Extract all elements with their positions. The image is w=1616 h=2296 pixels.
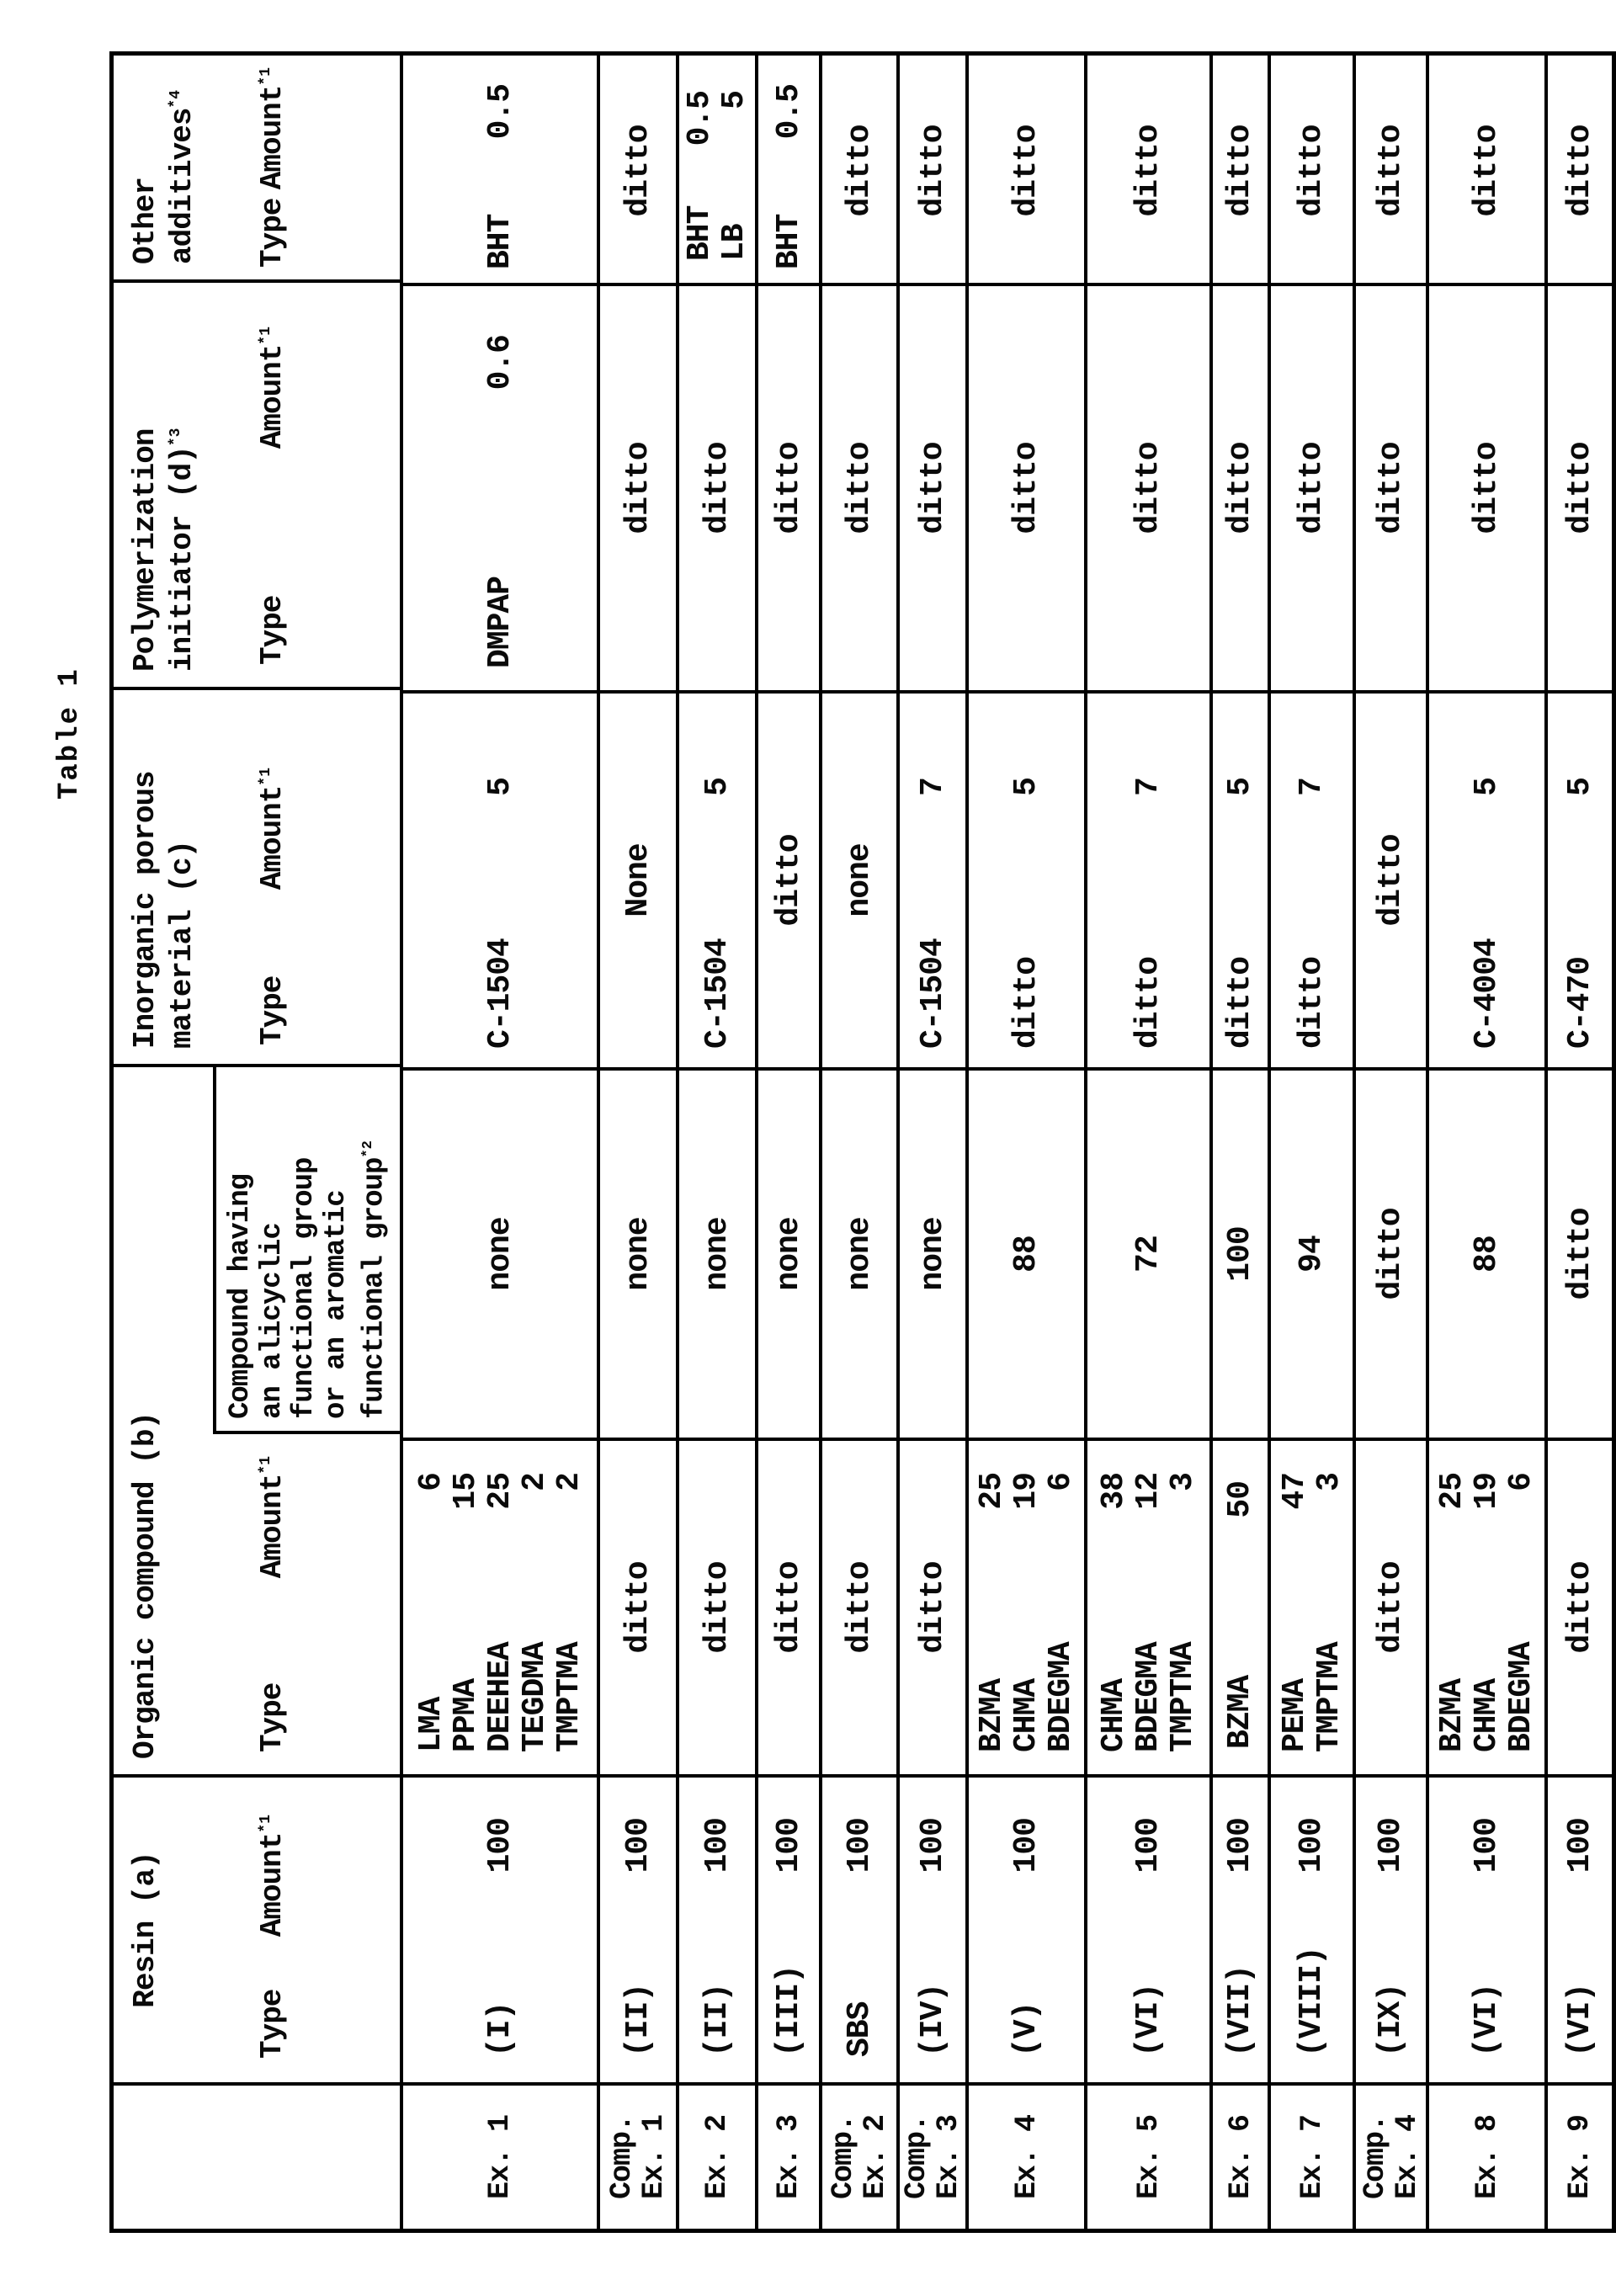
cell-organic: ditto xyxy=(900,1441,965,1778)
cell-other: ditto xyxy=(1271,59,1353,286)
cell-other: ditto xyxy=(1356,59,1426,286)
table-row xyxy=(1426,56,1544,2229)
cell-organic: ditto xyxy=(1548,1441,1612,1778)
cell-compound: 94 xyxy=(1271,1071,1353,1441)
cell-compound: none xyxy=(679,1071,755,1441)
row-label: Ex. 8 xyxy=(1470,2114,1504,2200)
cell-resin: (II) 100 xyxy=(679,1778,755,2086)
inorganic-label: Inorganic porous material (c) xyxy=(128,771,199,1049)
cell-initiator: ditto xyxy=(969,286,1084,694)
cell-other: BHT 0.5 xyxy=(758,59,819,286)
cell-resin: (I) 100 xyxy=(403,1778,597,2086)
cell-organic: BZMA CHMA BDEGMA 25 19 6 xyxy=(1429,1441,1544,1778)
cell-other: BHT LB 0.5 5 xyxy=(679,59,755,286)
type-label: Type xyxy=(255,1989,290,2059)
amount-label: Amount$^{*1}$ xyxy=(255,768,290,890)
cell-other: ditto xyxy=(1213,59,1268,286)
cell-initiator: ditto xyxy=(822,286,896,694)
cell-inorganic: ditto 5 xyxy=(1213,694,1268,1071)
cell-organic: ditto xyxy=(600,1441,676,1778)
cell-compound: ditto xyxy=(1548,1071,1612,1441)
amount-label: Amount$^{*1}$ xyxy=(255,327,290,449)
organic-label: Organic compound (b) xyxy=(128,1411,162,1759)
header-other xyxy=(114,56,400,283)
cell-other: ditto xyxy=(1548,59,1612,286)
other-label: Other additives$^{*4}$ xyxy=(128,89,199,264)
row-label: Ex. 2 xyxy=(700,2114,734,2200)
cell-other: ditto xyxy=(969,59,1084,286)
row-label: Ex. 5 xyxy=(1131,2114,1166,2200)
header-initiator xyxy=(114,283,400,690)
row-label: Ex. 4 xyxy=(1009,2114,1044,2200)
cell-inorganic: None xyxy=(600,694,676,1071)
cell-inorganic: none xyxy=(822,694,896,1071)
initiator-subheader xyxy=(255,327,290,665)
cell-inorganic: ditto 7 xyxy=(1087,694,1209,1071)
cell-compound: 100 xyxy=(1213,1071,1268,1441)
resin-subheader xyxy=(255,1815,290,2059)
row-label: Ex. 7 xyxy=(1294,2114,1329,2200)
table-row xyxy=(965,56,1084,2229)
cell-other: BHT 0.5 xyxy=(403,59,597,286)
table-row xyxy=(1353,56,1426,2229)
cell-resin: (IX) 100 xyxy=(1356,1778,1426,2086)
table-row xyxy=(1209,56,1268,2229)
cell-initiator: ditto xyxy=(1356,286,1426,694)
table-row xyxy=(676,56,755,2229)
cell-organic: ditto xyxy=(758,1441,819,1778)
cell-resin: (II) 100 xyxy=(600,1778,676,2086)
cell-compound: none xyxy=(403,1071,597,1441)
cell-other: ditto xyxy=(1429,59,1544,286)
cell-initiator: ditto xyxy=(1213,286,1268,694)
cell-initiator: ditto xyxy=(758,286,819,694)
cell-inorganic: ditto 7 xyxy=(1271,694,1353,1071)
type-label: Type xyxy=(255,198,290,268)
amount-label: Amount$^{*1}$ xyxy=(255,1815,290,1937)
cell-other: ditto xyxy=(900,59,965,286)
cell-inorganic: ditto 5 xyxy=(969,694,1084,1071)
cell-initiator: ditto xyxy=(1271,286,1353,694)
amount-label: Amount$^{*1}$ xyxy=(255,67,290,190)
cell-initiator: ditto xyxy=(1429,286,1544,694)
cell-compound: none xyxy=(900,1071,965,1441)
cell-organic: ditto xyxy=(1356,1441,1426,1778)
cell-resin: (IV) 100 xyxy=(900,1778,965,2086)
row-label: Ex. 3 xyxy=(772,2114,805,2200)
row-label: Comp. Ex. 1 xyxy=(605,2114,671,2200)
type-label: Type xyxy=(255,595,290,665)
cell-compound: 88 xyxy=(969,1071,1084,1441)
cell-inorganic: ditto xyxy=(758,694,819,1071)
header-corner-cell xyxy=(114,2086,400,2229)
cell-organic: ditto xyxy=(679,1441,755,1778)
cell-other: ditto xyxy=(1087,59,1209,286)
cell-compound: none xyxy=(822,1071,896,1441)
initiator-label: Polymerization initiator $(d)^{*3}$ xyxy=(128,428,199,672)
cell-compound: 72 xyxy=(1087,1071,1209,1441)
cell-other: ditto xyxy=(822,59,896,286)
resin-label: Resin (a) xyxy=(128,1852,162,2008)
type-label: Type xyxy=(255,1682,290,1752)
header-row xyxy=(114,56,400,2229)
table-row xyxy=(597,56,676,2229)
cell-other: ditto xyxy=(600,59,676,286)
table-row xyxy=(755,56,819,2229)
other-subheader xyxy=(255,67,290,268)
table-row xyxy=(896,56,965,2229)
cell-resin: (VIII) 100 xyxy=(1271,1778,1353,2086)
row-label: Comp. Ex. 2 xyxy=(827,2114,892,2200)
cell-compound: ditto xyxy=(1356,1071,1426,1441)
inorganic-subheader xyxy=(255,768,290,1045)
compound-subheader: Compound having an alicyclic functional group or an aromatic functional group$^{*2}$ xyxy=(213,1067,400,1434)
cell-resin: SBS 100 xyxy=(822,1778,896,2086)
header-organic xyxy=(114,1067,400,1778)
cell-resin: (VI) 100 xyxy=(1087,1778,1209,2086)
data-table xyxy=(109,51,1616,2233)
cell-organic: LMA PPMA DEEHEA TEGDMA TMPTMA 6 15 25 2 2 xyxy=(403,1441,597,1778)
cell-compound: 88 xyxy=(1429,1071,1544,1441)
cell-inorganic: C-1504 7 xyxy=(900,694,965,1071)
cell-organic: PEMA TMPTMA 47 3 xyxy=(1271,1441,1353,1778)
header-inorganic xyxy=(114,690,400,1067)
amount-label: Amount$^{*1}$ xyxy=(255,1456,290,1579)
cell-organic: ditto xyxy=(822,1441,896,1778)
table-row xyxy=(819,56,896,2229)
cell-initiator: ditto xyxy=(1087,286,1209,694)
cell-initiator: ditto xyxy=(900,286,965,694)
cell-resin: (V) 100 xyxy=(969,1778,1084,2086)
row-label: Ex. 1 xyxy=(483,2114,517,2200)
cell-organic: CHMA BDEGMA TMPTMA 38 12 3 xyxy=(1087,1441,1209,1778)
cell-inorganic: ditto xyxy=(1356,694,1426,1071)
table-title: Table 1 xyxy=(54,667,86,800)
type-label: Type xyxy=(255,975,290,1045)
cell-resin: (III) 100 xyxy=(758,1778,819,2086)
table-row xyxy=(1544,56,1612,2229)
row-label: Comp. Ex. 4 xyxy=(1358,2114,1424,2200)
cell-resin: (VI) 100 xyxy=(1429,1778,1544,2086)
cell-initiator: ditto xyxy=(679,286,755,694)
cell-initiator: DMPAP 0.6 xyxy=(403,286,597,694)
cell-compound: none xyxy=(758,1071,819,1441)
row-label: Ex. 9 xyxy=(1563,2114,1597,2200)
cell-initiator: ditto xyxy=(1548,286,1612,694)
cell-inorganic: C-470 5 xyxy=(1548,694,1612,1071)
organic-subheader xyxy=(255,1456,290,1752)
cell-organic: BZMA 50 xyxy=(1213,1441,1268,1778)
table-row xyxy=(400,56,597,2229)
table-row xyxy=(1084,56,1209,2229)
cell-inorganic: C-1504 5 xyxy=(403,694,597,1071)
table-row xyxy=(1268,56,1353,2229)
cell-inorganic: C-1504 5 xyxy=(679,694,755,1071)
cell-organic: BZMA CHMA BDEGMA 25 19 6 xyxy=(969,1441,1084,1778)
cell-compound: none xyxy=(600,1071,676,1441)
cell-inorganic: C-4004 5 xyxy=(1429,694,1544,1071)
row-label: Ex. 6 xyxy=(1223,2114,1257,2200)
cell-resin: (VII) 100 xyxy=(1213,1778,1268,2086)
cell-resin: (VI) 100 xyxy=(1548,1778,1612,2086)
header-resin xyxy=(114,1778,400,2086)
cell-initiator: ditto xyxy=(600,286,676,694)
row-label: Comp. Ex. 3 xyxy=(900,2114,965,2200)
